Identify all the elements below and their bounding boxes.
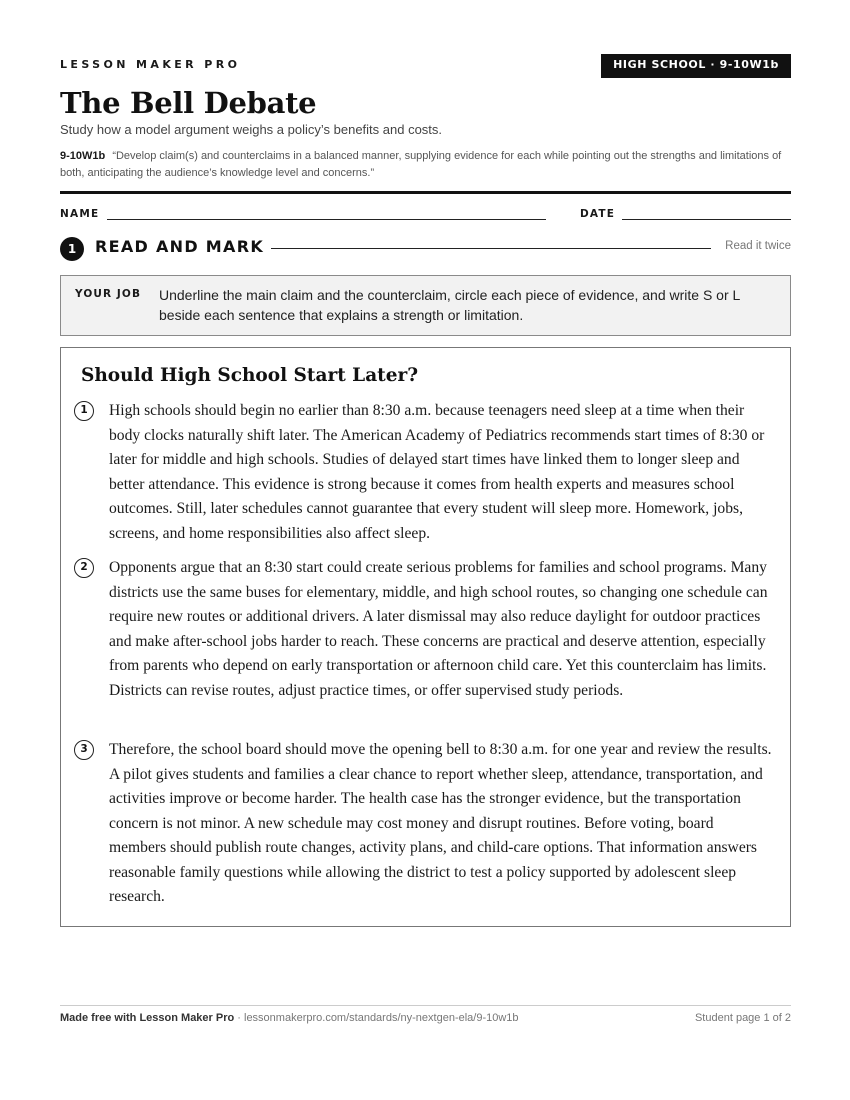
- name-label: NAME: [60, 208, 100, 220]
- section-header: [60, 236, 791, 262]
- standard-code: 9-10W1b: [60, 150, 106, 162]
- page-subtitle: Study how a model argument weighs a policy’s benefits and costs.: [60, 122, 443, 137]
- date-field[interactable]: [622, 219, 791, 220]
- paragraph-number: 2: [74, 558, 94, 578]
- paragraph-number: 3: [74, 740, 94, 760]
- section-divider: [271, 248, 711, 249]
- standard-text: “Develop claim(s) and counterclaims in a balanced manner, supplying evidence for each while pointing out the strengths and limitations of both, anticipating the audience’s knowledge level and concerns.”: [60, 150, 782, 179]
- page-title: The Bell Debate: [60, 86, 317, 120]
- paragraph-text: Opponents argue that an 8:30 start could create serious problems for families and school programs. Many districts use the same buses for elementary, middle, and high school routes, so changing one schedule can require new routes or additional drivers. A later dismissal may also reduce daylight for outdoor practices and make after-school jobs harder to reach. These concerns are practical and deserve attention, especially from parents who depend on early transportation or afternoon child care. Yet this counterclaim has limits. Districts can revise routes, adjust practice times, or offer supervised study periods.: [109, 559, 768, 699]
- header-divider: [60, 191, 791, 194]
- your-job-label: YOUR JOB: [75, 288, 142, 300]
- section-title: READ AND MARK: [95, 237, 265, 256]
- footer-url[interactable]: lessonmakerpro.com/standards/ny-nextgen-ela/9-10w1b: [244, 1012, 519, 1024]
- name-field[interactable]: [107, 219, 546, 220]
- your-job-text: Underline the main claim and the counterclaim, circle each piece of evidence, and write S or L beside each sentence that explains a strength or limitation.: [159, 287, 740, 323]
- standard-description: [60, 148, 795, 182]
- date-label: DATE: [580, 208, 616, 220]
- section-number: 1: [60, 237, 84, 261]
- name-date-row: [60, 207, 791, 223]
- footer-credit: [60, 1012, 519, 1024]
- footer-separator: ·: [234, 1012, 244, 1024]
- brand-name: LESSON MAKER PRO: [60, 58, 241, 71]
- your-job-box: [60, 275, 791, 336]
- passage-title: Should High School Start Later?: [81, 365, 419, 386]
- paragraph-number: 1: [74, 401, 94, 421]
- footer-divider: [60, 1005, 791, 1006]
- paragraph-text: High schools should begin no earlier than 8:30 a.m. because teenagers need sleep at a time when their body clocks naturally shift later. The American Academy of Pediatrics recommends start times of 8:30 or later for middle and high schools. Studies of delayed start times have linked them to longer sleep and better attendance. This evidence is strong because it comes from health experts and measures school outcomes. Still, later schedules cannot guarantee that every student will sleep more. Homework, jobs, screens, and home responsibilities also affect sleep.: [109, 402, 765, 542]
- grade-badge: HIGH SCHOOL · 9-10W1b: [601, 54, 791, 78]
- section-note: Read it twice: [725, 240, 791, 252]
- footer-made-with: Made free with Lesson Maker Pro: [60, 1012, 235, 1024]
- paragraph-text: Therefore, the school board should move the opening bell to 8:30 a.m. for one year and review the results. A pilot gives students and families a clear chance to report whether sleep, attendance, transportation, and activities improve or become harder. The health case has the stronger evidence, but the transportation concern is not minor. A new schedule may cost money and disrupt routines. Before voting, board members should publish route changes, activity plans, and child-care options. That information answers reasonable family questions while allowing the district to test a policy supported by adolescent sleep research.: [109, 741, 772, 905]
- reading-passage: [60, 347, 791, 927]
- page-indicator: Student page 1 of 2: [694, 1012, 791, 1024]
- top-bar: [60, 54, 791, 78]
